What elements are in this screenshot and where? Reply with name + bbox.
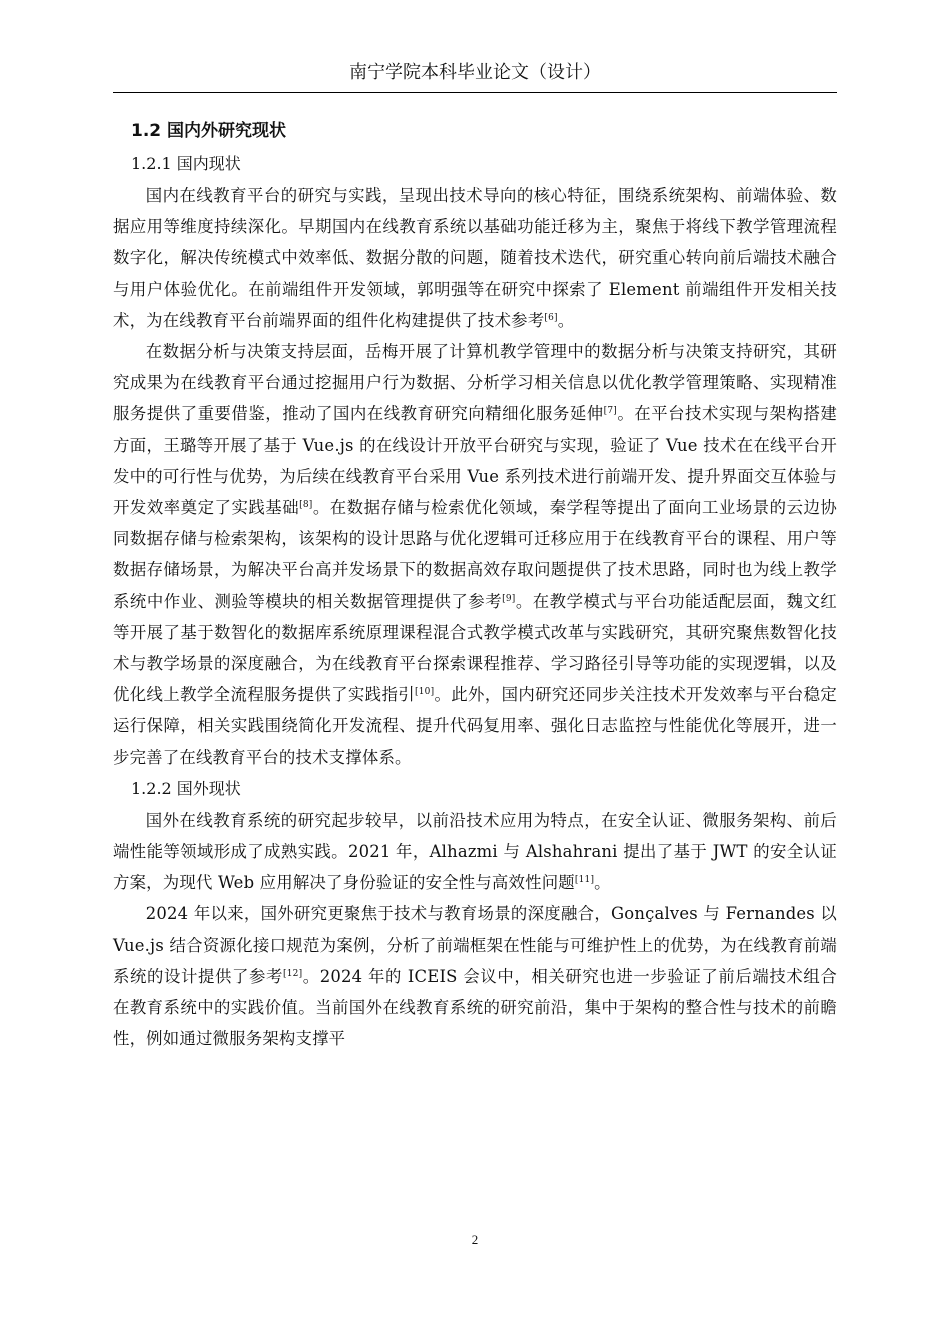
body-content xyxy=(113,114,837,1054)
paragraph-2 xyxy=(113,336,837,773)
paragraph-3-tail: 。 xyxy=(594,873,611,893)
running-header: 南宁学院本科毕业论文（设计） xyxy=(349,62,601,83)
paragraph-1 xyxy=(113,180,837,336)
page-number: 2 xyxy=(471,1232,479,1247)
citation-10: [10] xyxy=(415,687,435,698)
paragraph-2-s1: 在数据分析与决策支持层面，岳梅开展了计算机教学管理中的数据分析与决策支持研究，其研究成果为在线教育平台通过挖掘用户行为数据、分析学习相关信息以优化教学管理策略、实现精准服务提供了重要借鉴，推动了国内在线教育研究向精细化服务延伸 xyxy=(113,342,837,424)
paragraph-4-s1: 2024 年以来，国外研究更聚焦于技术与教育场景的深度融合，Gonçalves 与 Fernandes 以 Vue.js 结合资源化接口规范为案例，分析了前端框架在性能与可维护性上的优势，为在线教育前端系统的设计提供了参考 xyxy=(113,904,837,986)
header-rule xyxy=(113,92,837,93)
citation-9: [9] xyxy=(502,593,516,604)
paragraph-4-s2: 。2024 年的 ICEIS 会议中，相关研究也进一步验证了前后端技术组合在教育系统中的实践价值。当前国外在线教育系统的研究前沿，集中于架构的整合性与技术的前瞻性，例如通过微服务架构支撑平 xyxy=(113,966,837,1049)
paragraph-2-s3: 。在数据存储与检索优化领域，秦学程等提出了面向工业场景的云边协同数据存储与检索架构，该架构的设计思路与优化逻辑可迁移应用于在线教育平台的课程、用户等数据存储场景，为解决平台高并发场景下的数据高效存取问题提供了技术思路，同时也为线上教学系统中作业、测验等模块的相关数据管理提供了参考 xyxy=(113,498,837,611)
subsection-heading-foreign: 1.2.2 国外现状 xyxy=(131,778,241,798)
subsection-heading-domestic: 1.2.1 国内现状 xyxy=(131,154,241,173)
paragraph-2-s4: 。在教学模式与平台功能适配层面，魏文红等开展了基于数智化的数据库系统原理课程混合式教学模式改革与实践研究，其研究聚焦数智化技术与教学场景的深度融合，为在线教育平台探索课程推荐、学习路径引导等功能的实现逻辑，以及优化线上教学全流程服务提供了实践指引 xyxy=(113,591,837,705)
citation-7: [7] xyxy=(603,406,618,417)
section-heading: 1.2 国内外研究现状 xyxy=(131,121,287,141)
citation-11: [11] xyxy=(574,875,595,886)
paragraph-4 xyxy=(113,898,837,1054)
paragraph-2-s2: 。在平台技术实现与架构搭建方面，王璐等开展了基于 Vue.js 的在线设计开放平台研究与实现，验证了 Vue 技术在在线平台开发中的可行性与优势，为后续在线教育平台采用 Vue 系列技术进行前端开发、提升界面交互体验与开发效率奠定了实践基础 xyxy=(113,404,837,518)
citation-6: [6] xyxy=(544,312,558,323)
citation-12: [12] xyxy=(283,968,303,979)
paragraph-3-text: 国外在线教育系统的研究起步较早，以前沿技术应用为特点，在安全认证、微服务架构、前后端性能等领域形成了成熟实践。2021 年，Alhazmi 与 Alshahrani 提出了基于 JWT 的安全认证方案，为现代 Web 应用解决了身份验证的安全性与高效性问题 xyxy=(113,810,837,893)
paragraph-1-text: 国内在线教育平台的研究与实践，呈现出技术导向的核心特征，围绕系统架构、前端体验、数据应用等维度持续深化。早期国内在线教育系统以基础功能迁移为主，聚焦于将线下教学管理流程数字化，解决传统模式中效率低、数据分散的问题，随着技术迭代，研究重心转向前后端技术融合与用户体验优化。在前端组件开发领域，郭明强等在研究中探索了 Element 前端组件开发相关技术，为在线教育平台前端界面的组件化构建提供了技术参考 xyxy=(113,186,837,330)
citation-8: [8] xyxy=(299,500,313,511)
paragraph-1-tail: 。 xyxy=(557,310,575,330)
paragraph-3 xyxy=(113,805,837,899)
paragraph-2-s5: 。此外，国内研究还同步关注技术开发效率与平台稳定运行保障，相关实践围绕简化开发流程、提升代码复用率、强化日志监控与性能优化等展开，进一步完善了在线教育平台的技术支撑体系。 xyxy=(113,685,837,767)
